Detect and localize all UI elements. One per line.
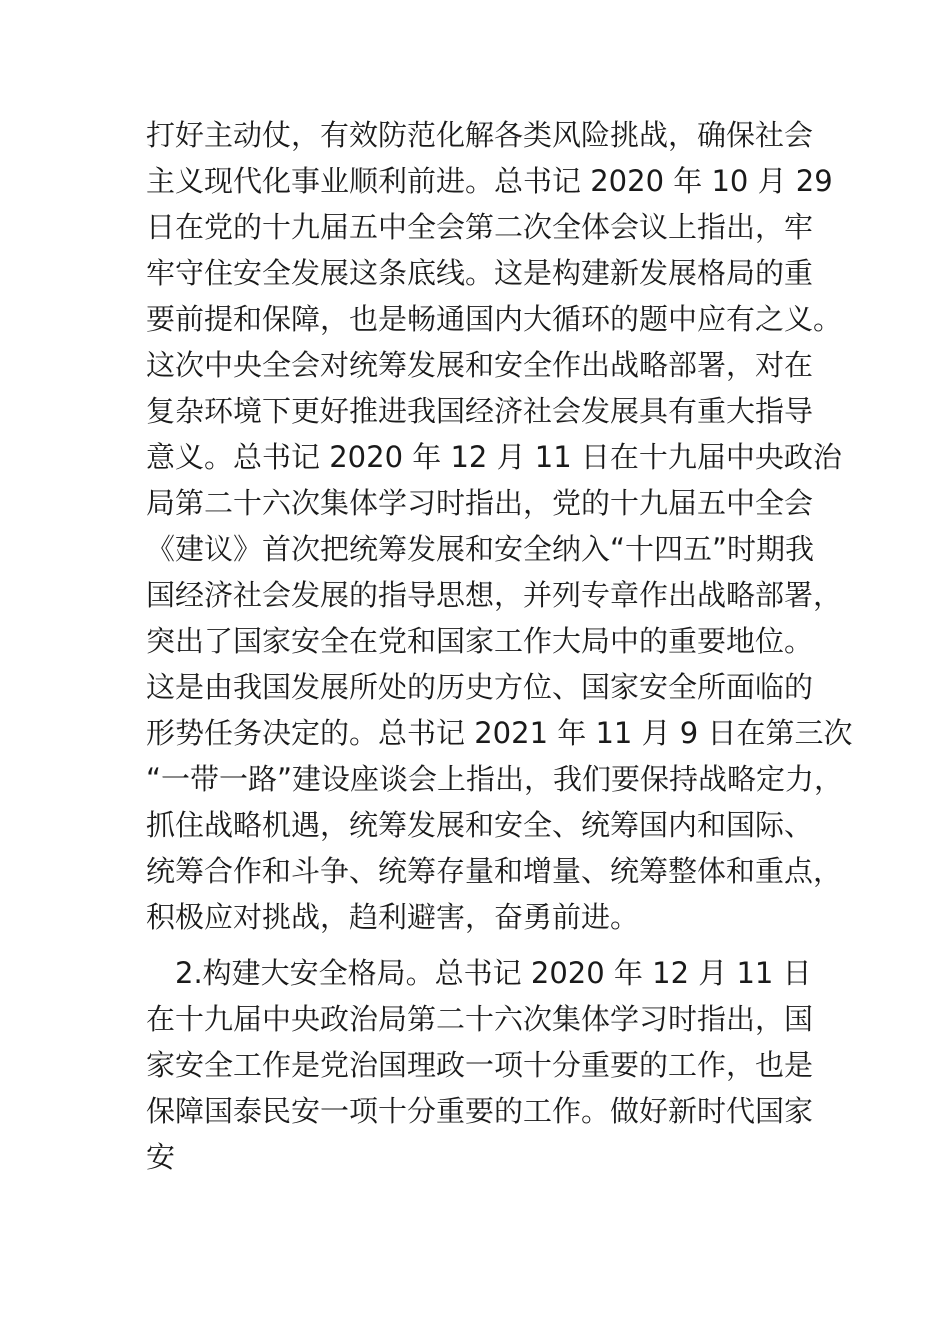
text-line: 要前提和保障，也是畅通国内大循环的题中应有之义。 (146, 302, 843, 336)
text-line: 《建议》首次把统筹发展和安全纳入“十四五”时期我 (146, 532, 815, 566)
text-line: 在十九届中央政治局第二十六次集体学习时指出，国 (146, 1002, 814, 1036)
text-line: 突出了国家安全在党和国家工作大局中的重要地位。 (146, 624, 814, 658)
text-line: 打好主动仗，有效防范化解各类风险挑战，确保社会 (146, 118, 814, 152)
text-line: 形势任务决定的。总书记 2021 年 11 月 9 日在第三次 (146, 716, 853, 750)
text-line: 抓住战略机遇，统筹发展和安全、统筹国内和国际、 (146, 808, 814, 842)
text-line: 2.构建大安全格局。总书记 2020 年 12 月 11 日 (175, 956, 812, 990)
text-line: 家安全工作是党治国理政一项十分重要的工作，也是 (146, 1048, 814, 1082)
text-line: 统筹合作和斗争、统筹存量和增量、统筹整体和重点， (146, 854, 843, 888)
document-body (146, 112, 853, 1180)
text-line: 安 (146, 1140, 176, 1174)
text-line: 日在党的十九届五中全会第二次全体会议上指出，牢 (146, 210, 814, 244)
text-line: 这是由我国发展所处的历史方位、国家安全所面临的 (146, 670, 814, 704)
paragraph-1 (146, 112, 853, 940)
text-line: 国经济社会发展的指导思想，并列专章作出战略部署， (146, 578, 843, 612)
text-line: “一带一路”建设座谈会上指出，我们要保持战略定力， (146, 762, 844, 796)
paragraph-2 (146, 950, 814, 1180)
text-line: 保障国泰民安一项十分重要的工作。做好新时代国家 (146, 1094, 814, 1128)
text-line: 意义。总书记 2020 年 12 月 11 日在十九届中央政治 (146, 440, 842, 474)
text-line: 主义现代化事业顺利前进。总书记 2020 年 10 月 29 (146, 164, 833, 198)
text-line: 积极应对挑战，趋利避害，奋勇前进。 (146, 900, 640, 934)
text-line: 局第二十六次集体学习时指出，党的十九届五中全会 (146, 486, 814, 520)
text-line: 复杂环境下更好推进我国经济社会发展具有重大指导 (146, 394, 814, 428)
text-line: 牢守住安全发展这条底线。这是构建新发展格局的重 (146, 256, 814, 290)
text-line: 这次中央全会对统筹发展和安全作出战略部署，对在 (146, 348, 814, 382)
